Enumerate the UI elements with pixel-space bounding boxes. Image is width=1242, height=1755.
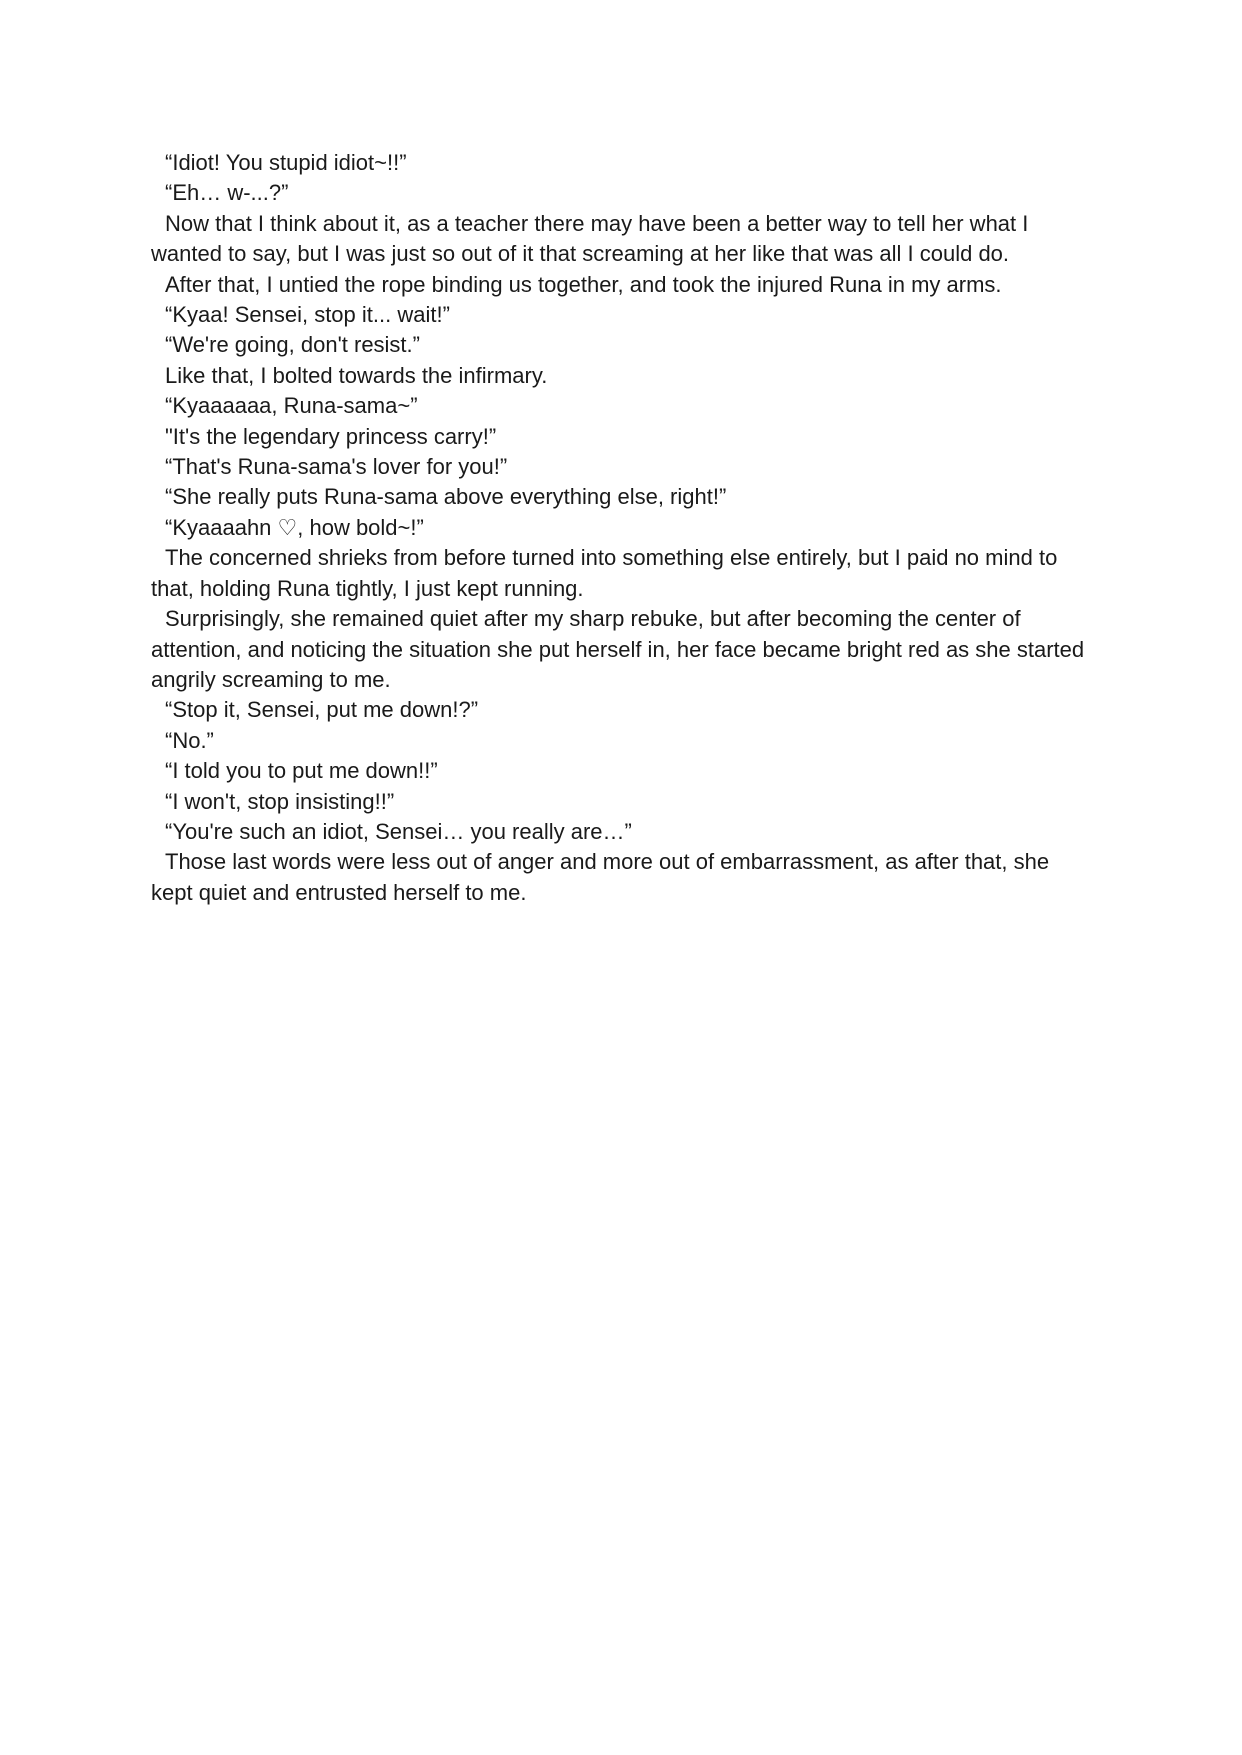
paragraph: The concerned shrieks from before turned into something else entirely, but I paid no mind to that, holding Runa tightly, I just kept running. bbox=[151, 545, 1058, 601]
paragraph: “That's Runa-sama's lover for you!” bbox=[165, 454, 508, 480]
paragraph: Those last words were less out of anger and more out of embarrassment, as after that, she kept quiet and entrusted herself to me. bbox=[151, 849, 1050, 905]
paragraph: Like that, I bolted towards the infirmary. bbox=[165, 362, 548, 388]
paragraph: “Idiot! You stupid idiot~!!” bbox=[165, 150, 407, 175]
paragraph: “You're such an idiot, Sensei… you really are…” bbox=[165, 818, 632, 844]
paragraph: “Kyaa! Sensei, stop it... wait!” bbox=[165, 302, 450, 328]
paragraph: “She really puts Runa-sama above everything else, right!” bbox=[165, 484, 727, 510]
body-text bbox=[151, 148, 1096, 908]
paragraph: “Kyaaaaaa, Runa-sama~” bbox=[165, 393, 418, 419]
paragraph: “I told you to put me down!!” bbox=[165, 758, 438, 784]
paragraph: "It's the legendary princess carry!” bbox=[165, 423, 497, 449]
paragraph: After that, I untied the rope binding us together, and took the injured Runa in my arms. bbox=[165, 271, 1002, 297]
paragraph: “I won't, stop insisting!!” bbox=[165, 788, 395, 814]
paragraph: “Kyaaaahn ♡, how bold~!” bbox=[165, 514, 424, 540]
paragraph: “Eh… w-...?” bbox=[165, 180, 289, 206]
paragraph: “Stop it, Sensei, put me down!?” bbox=[165, 697, 479, 723]
paragraph: Now that I think about it, as a teacher there may have been a better way to tell her what I wanted to say, but I was just so out of it that screaming at her like that was all I could do. bbox=[151, 210, 1029, 267]
paragraph: Surprisingly, she remained quiet after my sharp rebuke, but after becoming the center of attention, and noticing the situation she put herself in, her face became bright red as she started angrily screaming to me. bbox=[151, 606, 1085, 692]
paragraph: “We're going, don't resist.” bbox=[165, 332, 420, 358]
paragraph: “No.” bbox=[165, 727, 214, 753]
